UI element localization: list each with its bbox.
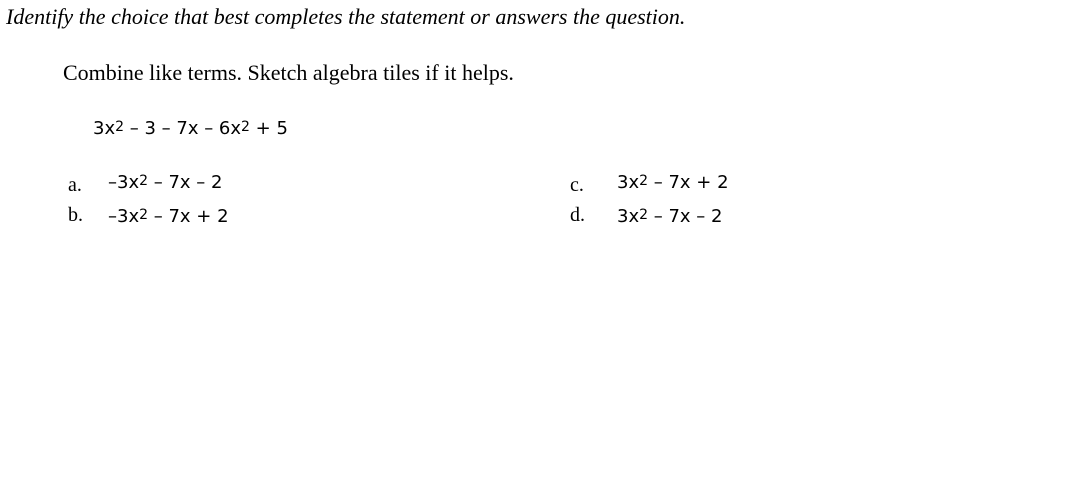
choice-exponent: 2 bbox=[139, 207, 149, 223]
instructions-text: Identify the choice that best completes the statement or answers the question. bbox=[6, 4, 686, 29]
choice-exponent: 2 bbox=[639, 173, 649, 189]
choice-term: – 7x + 2 bbox=[648, 172, 729, 193]
choice-term: –3x bbox=[108, 206, 140, 227]
choice-letter: a. bbox=[68, 174, 82, 196]
choice-term: – 7x – 2 bbox=[648, 206, 723, 227]
expression-exponent-1: 2 bbox=[115, 119, 125, 135]
choice-term: – 7x + 2 bbox=[148, 206, 229, 227]
choice-exponent: 2 bbox=[639, 207, 649, 223]
choice-expression bbox=[617, 206, 722, 227]
expression-term-1: 3x bbox=[93, 118, 116, 139]
choice-letter: c. bbox=[570, 174, 584, 196]
choice-letter: d. bbox=[570, 204, 585, 226]
choice-expression bbox=[108, 172, 222, 193]
question-prompt: Combine like terms. Sketch algebra tiles if it helps. bbox=[63, 60, 514, 85]
choice-expression bbox=[617, 172, 729, 193]
expression-term-2: – 3 – 7x – 6x bbox=[124, 118, 242, 139]
choice-term: 3x bbox=[617, 206, 640, 227]
question-expression bbox=[93, 118, 288, 139]
choice-expression bbox=[108, 206, 229, 227]
choice-letter: b. bbox=[68, 204, 83, 226]
expression-term-3: + 5 bbox=[249, 118, 288, 139]
choice-term: –3x bbox=[108, 172, 140, 193]
expression-exponent-2: 2 bbox=[241, 119, 250, 135]
choice-term: 3x bbox=[617, 172, 640, 193]
choice-term: – 7x – 2 bbox=[148, 172, 223, 193]
choice-exponent: 2 bbox=[139, 173, 149, 189]
